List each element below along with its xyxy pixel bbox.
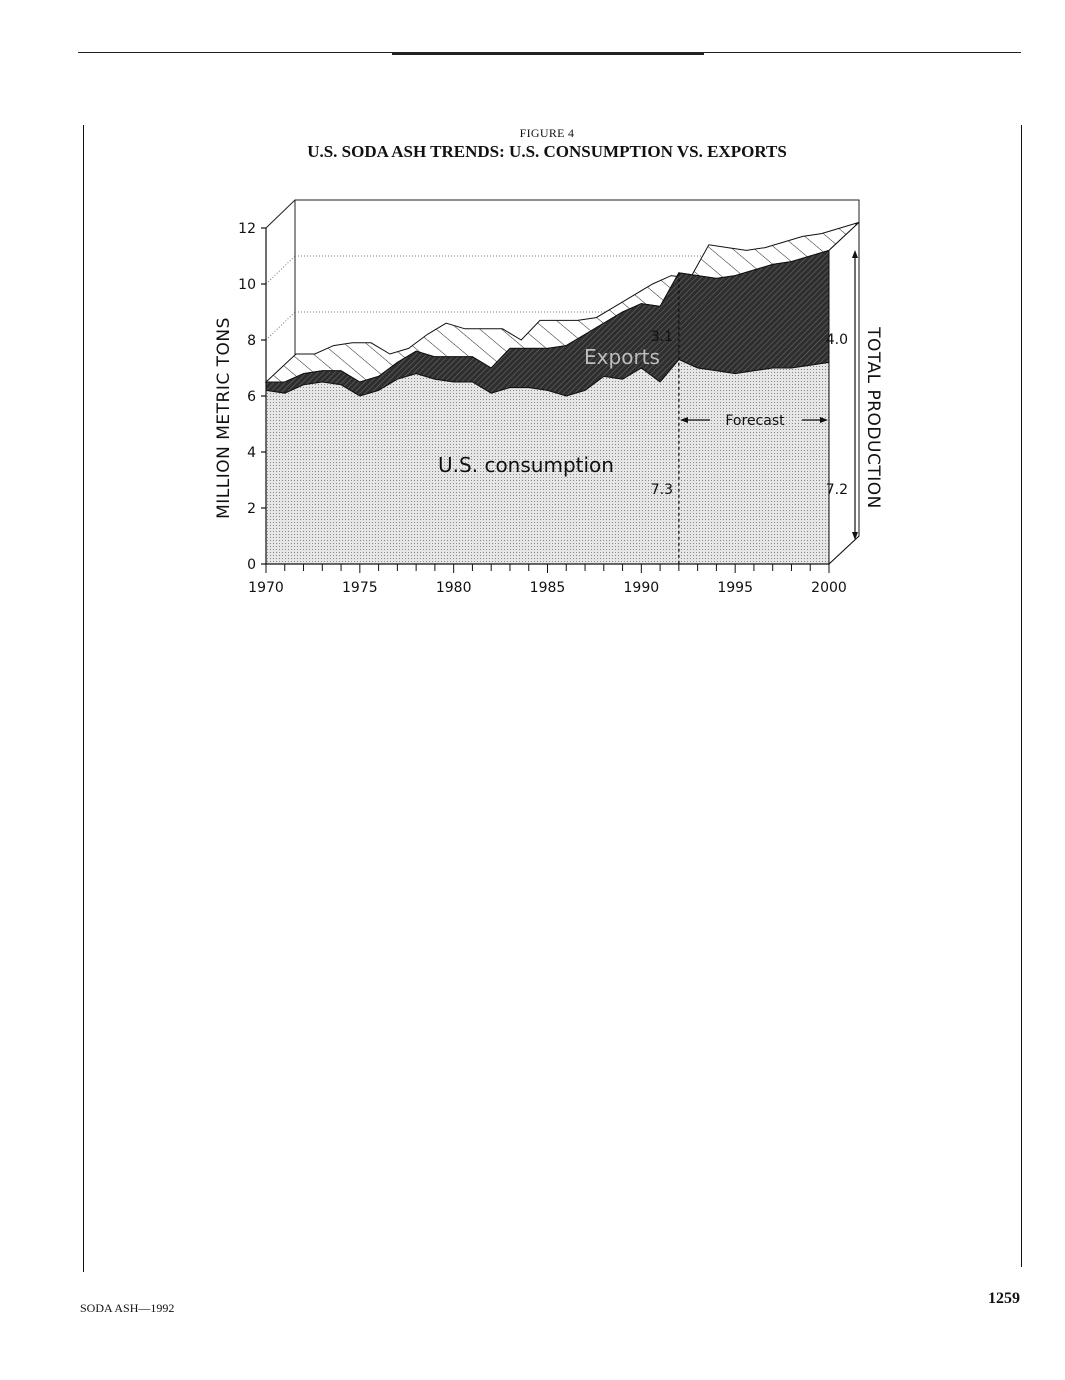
y-tick-label: 6 [247,389,256,405]
x-tick-label: 1985 [529,580,566,596]
forecast-label: Forecast [725,413,785,429]
y-tick-label: 10 [238,277,256,293]
value-label-1992-consumption: 7.3 [650,482,673,498]
x-tick-label: 2000 [811,580,847,596]
exports-area-label: Exports [584,345,660,369]
x-tick-label: 1970 [248,580,284,596]
y-tick-label: 8 [247,333,256,349]
figure-title: U.S. SODA ASH TRENDS: U.S. CONSUMPTION VS. EXPORTS [307,142,787,161]
value-label-2000-consumption: 7.2 [825,482,848,498]
x-tick-label: 1995 [717,580,753,596]
y-tick-label: 4 [247,445,256,461]
value-label-1992-exports: 3.1 [650,329,673,345]
consumption-area-label: U.S. consumption [438,453,614,477]
y-tick-label: 2 [247,501,256,517]
y-axis-title: MILLION METRIC TONS [214,317,234,519]
y-tick-label: 12 [238,221,256,237]
depth-line-top-left [266,200,295,228]
x-tick-label: 1980 [435,580,472,596]
x-tick-label: 1990 [623,580,660,596]
y-tick-label: 0 [247,557,256,573]
x-tick-label: 1975 [342,580,378,596]
depth-grid-8 [266,312,295,340]
depth-grid-10 [266,256,295,284]
value-label-2000-exports: 4.0 [825,332,848,348]
right-axis-title: TOTAL PRODUCTION [863,327,883,509]
figure-label: FIGURE 4 [519,126,575,140]
footer-page-number: 1259 [988,1290,1020,1307]
footer-publication: SODA ASH—1992 [80,1301,175,1315]
